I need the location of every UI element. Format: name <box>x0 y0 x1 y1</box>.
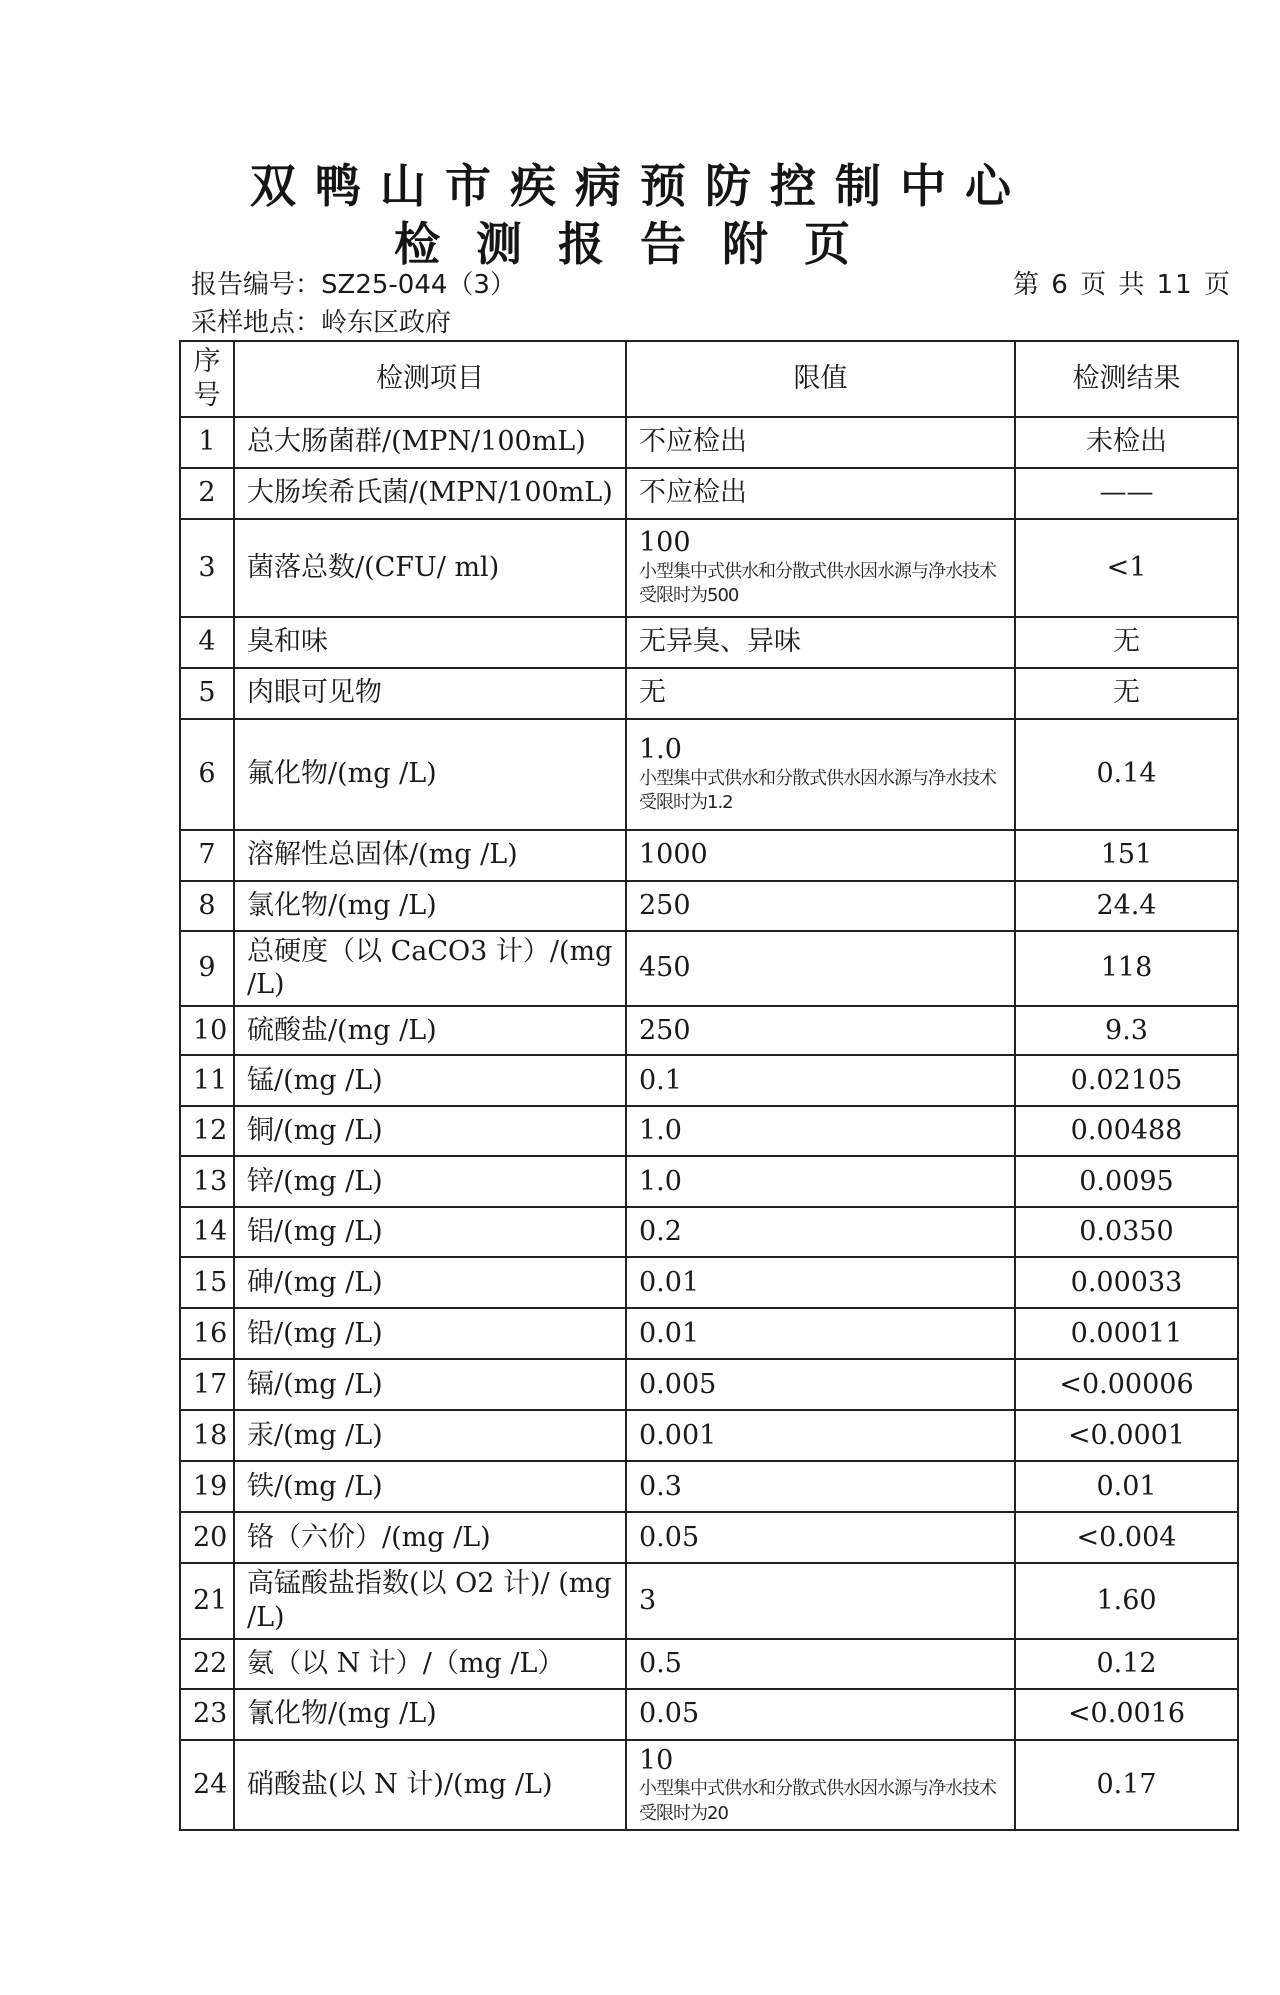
row-number: 21 <box>180 1563 234 1639</box>
row-number: 15 <box>180 1257 234 1308</box>
limit-value <box>626 1308 1015 1359</box>
limit-main: 0.5 <box>639 1647 682 1679</box>
row-number: 4 <box>180 617 234 668</box>
table-row <box>180 931 1238 1007</box>
test-result: <1 <box>1015 519 1238 617</box>
limit-value <box>626 668 1015 719</box>
test-result: <0.0016 <box>1015 1689 1238 1740</box>
test-item: 氟化物/(mg /L) <box>234 719 626 830</box>
row-number: 2 <box>180 468 234 519</box>
table-row <box>180 719 1238 830</box>
table-row <box>180 1639 1238 1689</box>
limit-value <box>626 881 1015 931</box>
limit-value <box>626 1410 1015 1461</box>
row-number: 6 <box>180 719 234 830</box>
row-number: 1 <box>180 417 234 468</box>
row-number: 14 <box>180 1207 234 1257</box>
row-number: 3 <box>180 519 234 617</box>
header-no: 序号 <box>180 341 234 417</box>
limit-main: 100 <box>639 527 691 559</box>
row-number: 10 <box>180 1006 234 1055</box>
row-number: 8 <box>180 881 234 931</box>
limit-main: 不应检出 <box>639 477 747 509</box>
report-number-value: SZ25-044（3） <box>321 270 516 300</box>
table-row <box>180 1461 1238 1512</box>
test-result: 0.0095 <box>1015 1156 1238 1207</box>
limit-value <box>626 1156 1015 1207</box>
row-number: 13 <box>180 1156 234 1207</box>
limit-main: 无异臭、异味 <box>639 626 801 658</box>
sampling-site-label: 采样地点： <box>191 308 322 338</box>
test-item: 铁/(mg /L) <box>234 1461 626 1512</box>
test-item: 硫酸盐/(mg /L) <box>234 1006 626 1055</box>
test-item: 汞/(mg /L) <box>234 1410 626 1461</box>
test-item: 砷/(mg /L) <box>234 1257 626 1308</box>
test-item: 镉/(mg /L) <box>234 1359 626 1410</box>
test-item: 氨（以 N 计）/（mg /L） <box>234 1639 626 1689</box>
table-body <box>180 417 1238 1830</box>
test-item: 臭和味 <box>234 617 626 668</box>
row-number: 11 <box>180 1055 234 1106</box>
row-number: 20 <box>180 1512 234 1563</box>
row-number: 22 <box>180 1639 234 1689</box>
test-result: 0.00033 <box>1015 1257 1238 1308</box>
test-result: 24.4 <box>1015 881 1238 931</box>
test-item: 总大肠菌群/(MPN/100mL) <box>234 417 626 468</box>
test-item: 总硬度（以 CaCO3 计）/(mg /L) <box>234 931 626 1007</box>
row-number: 24 <box>180 1740 234 1830</box>
limit-value <box>626 1689 1015 1740</box>
sampling-site-value: 岭东区政府 <box>321 308 452 338</box>
table-row <box>180 1689 1238 1740</box>
test-item: 高锰酸盐指数(以 O2 计)/ (mg /L) <box>234 1563 626 1639</box>
test-result: 无 <box>1015 617 1238 668</box>
row-number: 18 <box>180 1410 234 1461</box>
test-result: 0.00488 <box>1015 1106 1238 1156</box>
table-row <box>180 468 1238 519</box>
limit-main: 1000 <box>639 839 708 871</box>
table-row <box>180 1563 1238 1639</box>
table-header-row <box>180 341 1238 417</box>
row-number: 12 <box>180 1106 234 1156</box>
header-result: 检测结果 <box>1015 341 1238 417</box>
page-info: 第 6 页 共 11 页 <box>1013 270 1232 300</box>
test-result: 0.00011 <box>1015 1308 1238 1359</box>
limit-main: 1.0 <box>639 733 682 765</box>
limit-main: 3 <box>639 1584 657 1616</box>
table-row <box>180 1740 1238 1830</box>
limit-main: 0.3 <box>639 1470 682 1502</box>
table-row <box>180 668 1238 719</box>
row-number: 5 <box>180 668 234 719</box>
limit-note: 小型集中式供水和分散式供水因水源与净水技术受限时为1.2 <box>639 767 996 813</box>
limit-main: 1.0 <box>639 1115 682 1147</box>
limit-main: 250 <box>639 889 691 921</box>
test-result: 未检出 <box>1015 417 1238 468</box>
limit-value <box>626 1207 1015 1257</box>
row-number: 19 <box>180 1461 234 1512</box>
test-result: <0.00006 <box>1015 1359 1238 1410</box>
table-row <box>180 1308 1238 1359</box>
test-result: 151 <box>1015 830 1238 881</box>
row-number: 9 <box>180 931 234 1007</box>
table-row <box>180 830 1238 881</box>
row-number: 17 <box>180 1359 234 1410</box>
limit-value <box>626 830 1015 881</box>
row-number: 7 <box>180 830 234 881</box>
limit-value <box>626 417 1015 468</box>
limit-value <box>626 1257 1015 1308</box>
limit-value <box>626 1563 1015 1639</box>
test-item: 铝/(mg /L) <box>234 1207 626 1257</box>
limit-value <box>626 719 1015 830</box>
table-row <box>180 417 1238 468</box>
limit-value <box>626 1461 1015 1512</box>
table-row <box>180 1055 1238 1106</box>
limit-value <box>626 1359 1015 1410</box>
test-item: 溶解性总固体/(mg /L) <box>234 830 626 881</box>
header-limit: 限值 <box>626 341 1015 417</box>
limit-main: 0.05 <box>639 1698 700 1730</box>
report-number <box>191 264 516 301</box>
test-result: —— <box>1015 468 1238 519</box>
test-item: 硝酸盐(以 N 计)/(mg /L) <box>234 1740 626 1830</box>
table-row <box>180 1006 1238 1055</box>
test-item: 菌落总数/(CFU/ ml) <box>234 519 626 617</box>
report-number-label: 报告编号： <box>191 270 322 300</box>
limit-main: 0.001 <box>639 1419 717 1451</box>
limit-value <box>626 468 1015 519</box>
results-table <box>179 340 1239 1831</box>
limit-main: 0.05 <box>639 1521 700 1553</box>
limit-main: 0.005 <box>639 1368 717 1400</box>
test-item: 铜/(mg /L) <box>234 1106 626 1156</box>
table-row <box>180 519 1238 617</box>
limit-main: 1.0 <box>639 1165 682 1197</box>
test-item: 锌/(mg /L) <box>234 1156 626 1207</box>
limit-value <box>626 1006 1015 1055</box>
limit-main: 10 <box>639 1744 674 1776</box>
test-item: 氰化物/(mg /L) <box>234 1689 626 1740</box>
limit-value <box>626 617 1015 668</box>
limit-note: 小型集中式供水和分散式供水因水源与净水技术受限时为20 <box>639 1778 996 1824</box>
table-row <box>180 1106 1238 1156</box>
sampling-site <box>191 302 451 339</box>
header-item: 检测项目 <box>234 341 626 417</box>
test-result: 0.0350 <box>1015 1207 1238 1257</box>
limit-main: 250 <box>639 1014 691 1046</box>
table-row <box>180 617 1238 668</box>
table-row <box>180 1512 1238 1563</box>
limit-value <box>626 1055 1015 1106</box>
table-row <box>180 1207 1238 1257</box>
table-row <box>180 881 1238 931</box>
test-result: <0.0001 <box>1015 1410 1238 1461</box>
test-result: 0.02105 <box>1015 1055 1238 1106</box>
limit-main: 0.01 <box>639 1266 700 1298</box>
limit-value <box>626 1106 1015 1156</box>
limit-note: 小型集中式供水和分散式供水因水源与净水技术受限时为500 <box>639 561 996 607</box>
limit-main: 0.1 <box>639 1064 682 1096</box>
test-item: 肉眼可见物 <box>234 668 626 719</box>
limit-value <box>626 1740 1015 1830</box>
test-result: 0.01 <box>1015 1461 1238 1512</box>
test-result: 0.17 <box>1015 1740 1238 1830</box>
test-result: 118 <box>1015 931 1238 1007</box>
limit-main: 450 <box>639 952 691 984</box>
limit-main: 无 <box>639 677 666 709</box>
test-result: 1.60 <box>1015 1563 1238 1639</box>
test-result: 9.3 <box>1015 1006 1238 1055</box>
limit-main: 0.01 <box>639 1317 700 1349</box>
limit-value <box>626 1639 1015 1689</box>
test-item: 铅/(mg /L) <box>234 1308 626 1359</box>
table-row <box>180 1257 1238 1308</box>
row-number: 16 <box>180 1308 234 1359</box>
test-result: 无 <box>1015 668 1238 719</box>
limit-main: 0.2 <box>639 1216 682 1248</box>
limit-value <box>626 931 1015 1007</box>
row-number: 23 <box>180 1689 234 1740</box>
test-result: 0.12 <box>1015 1639 1238 1689</box>
report-title: 检测报告附页 <box>394 217 886 271</box>
test-result: 0.14 <box>1015 719 1238 830</box>
test-result: <0.004 <box>1015 1512 1238 1563</box>
test-item: 锰/(mg /L) <box>234 1055 626 1106</box>
table-row <box>180 1359 1238 1410</box>
table-row <box>180 1410 1238 1461</box>
test-item: 大肠埃希氏菌/(MPN/100mL) <box>234 468 626 519</box>
organization-title: 双鸭山市疾病预防控制中心 <box>250 159 1030 213</box>
test-item: 氯化物/(mg /L) <box>234 881 626 931</box>
limit-value <box>626 1512 1015 1563</box>
limit-value <box>626 519 1015 617</box>
test-item: 铬（六价）/(mg /L) <box>234 1512 626 1563</box>
table-row <box>180 1156 1238 1207</box>
limit-main: 不应检出 <box>639 426 747 458</box>
